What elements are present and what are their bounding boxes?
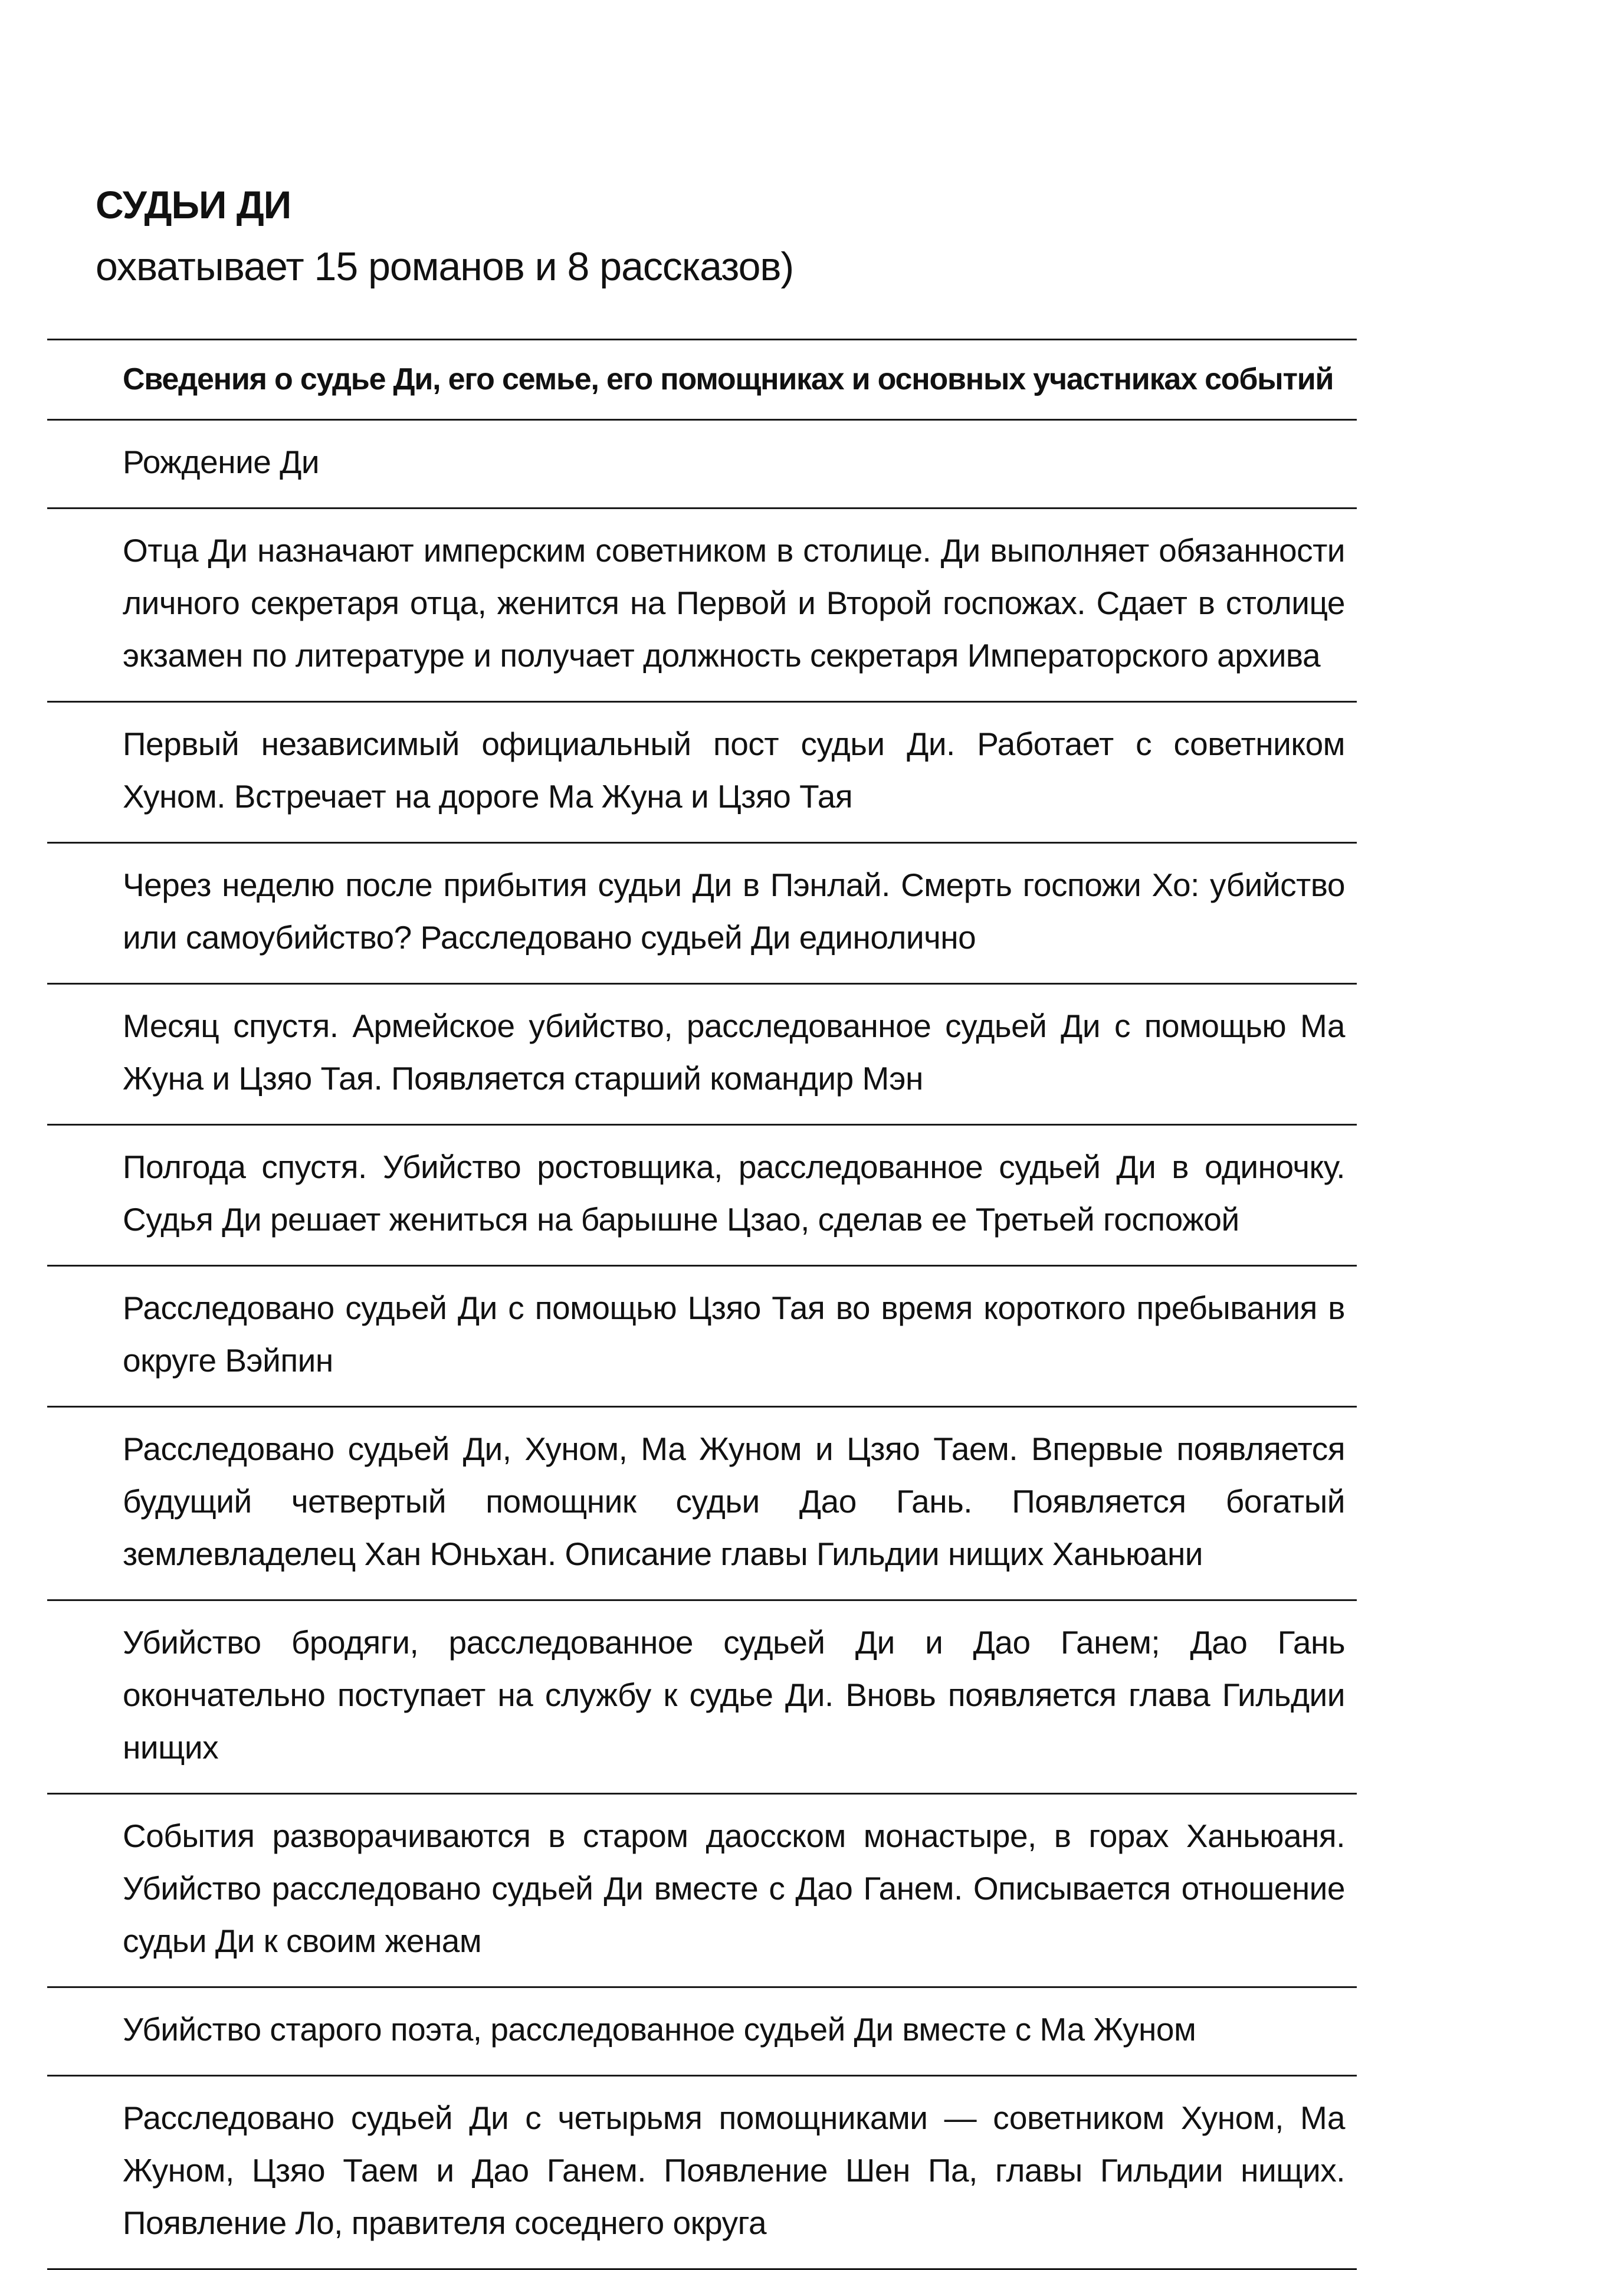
table-row: Месяц спустя. Армейское убийство, расследованное судьей Ди с помощью Ма Жуна и Цзяо Тая. Появляется старший командир Мэн [47, 983, 1357, 1124]
table-row: Отца Ди назначают имперским советником в столице. Ди выполняет обязанности личного секретаря отца, женится на Первой и Второй госпожах. Сдает в столице экзамен по литературе и получает должность секретаря Императорского архива [47, 507, 1357, 701]
table-row: События разворачиваются в старом даосском монастыре, в горах Ханьюаня. Убийство расследовано судьей Ди вместе с Дао Ганем. Описывается отношение судьи Ди к своим женам [47, 1793, 1357, 1986]
section-subheading: охватывает 15 романов и 8 рассказов) [96, 244, 794, 289]
table-row: Рождение Ди [47, 419, 1357, 507]
chronology-table [47, 339, 1357, 2270]
table-row: Расследовано судьей Ди с помощью Цзяо Тая во время короткого пребывания в округе Вэйпин [47, 1265, 1357, 1406]
table-row: Убийство старого поэта, расследованное судьей Ди вместе с Ма Жуном [47, 1986, 1357, 2075]
table-header: Сведения о судье Ди, его семье, его помощниках и основных участниках событий [47, 339, 1357, 419]
table-row: Убийство бродяги, расследованное судьей Ди и Дао Ганем; Дао Гань окончательно поступает на службу к судье Ди. Вновь появляется глава Гильдии нищих [47, 1599, 1357, 1793]
section-heading: СУДЬИ ДИ [96, 183, 291, 227]
table-row: Через неделю после прибытия судьи Ди в Пэнлай. Смерть госпожи Хо: убийство или самоубийство? Расследовано судьей Ди единолично [47, 842, 1357, 983]
table-row: Первый независимый официальный пост судьи Ди. Работает с советником Хуном. Встречает на дороге Ма Жуна и Цзяо Тая [47, 701, 1357, 842]
table-row: Расследовано судьей Ди с четырьмя помощниками — советником Хуном, Ма Жуном, Цзяо Таем и Дао Ганем. Появление Шен Па, главы Гильдии нищих. Появление Ло, правителя соседнего округа [47, 2075, 1357, 2270]
table-row: Полгода спустя. Убийство ростовщика, расследованное судьей Ди в одиночку. Судья Ди решает жениться на барышне Цзао, сделав ее Третьей госпожой [47, 1124, 1357, 1265]
table-row: Расследовано судьей Ди, Хуном, Ма Жуном и Цзяо Таем. Впервые появляется будущий четвертый помощник судьи Дао Гань. Появляется богатый землевладелец Хан Юньхан. Описание главы Гильдии нищих Ханьюани [47, 1406, 1357, 1599]
